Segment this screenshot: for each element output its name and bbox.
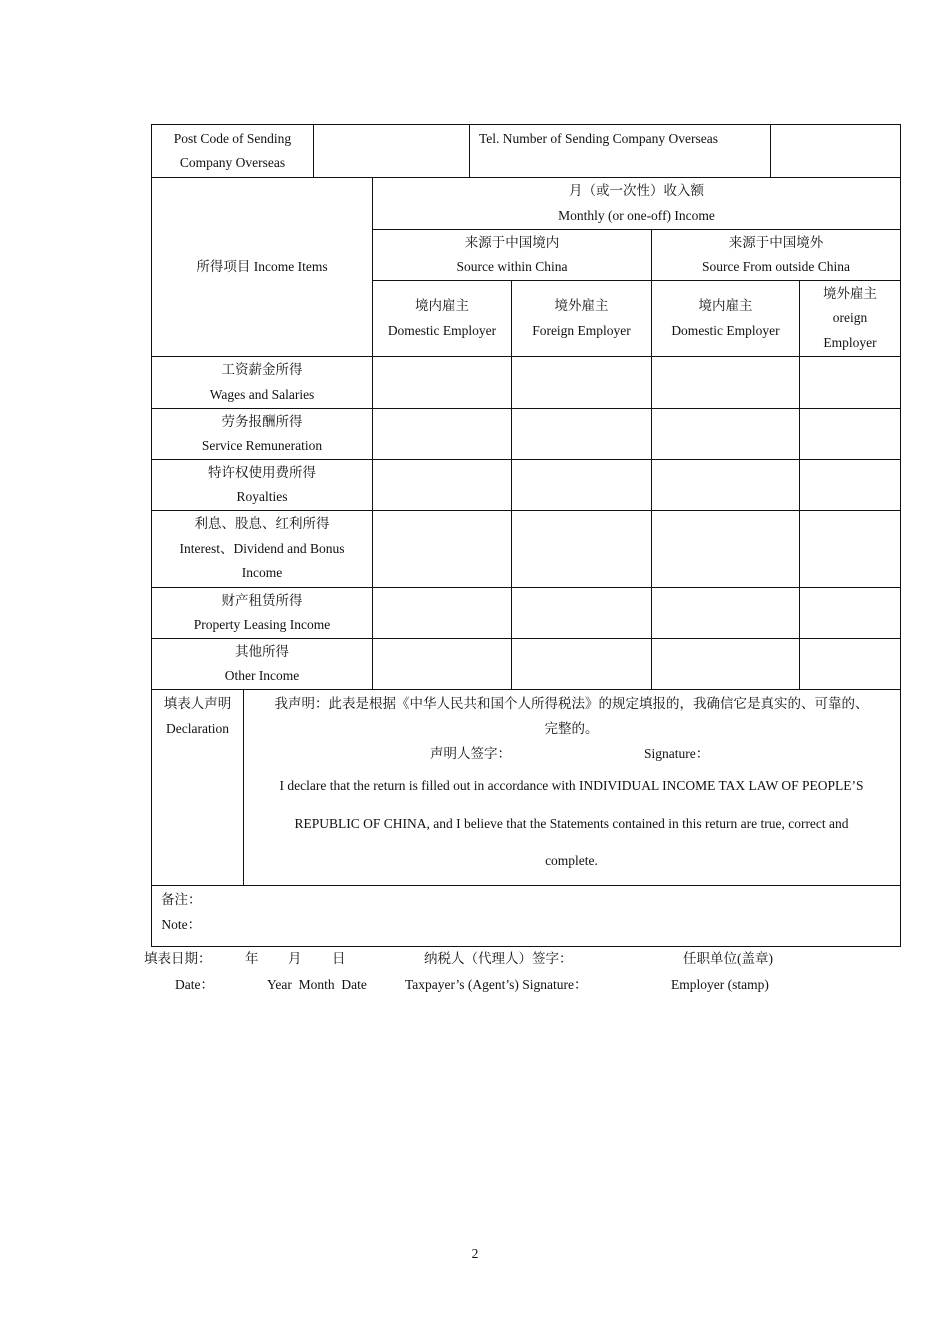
tel-number-label: Tel. Number of Sending Company Overseas bbox=[469, 124, 770, 177]
foreign-employer-within-header: 境外雇主 Foreign Employer bbox=[511, 280, 651, 356]
fill-date-label-en: Date： bbox=[175, 977, 214, 992]
income-row-property-label: 财产租赁所得 Property Leasing Income bbox=[151, 587, 372, 638]
tel-number-field[interactable] bbox=[770, 124, 901, 177]
taxpayer-signature-label-cn: 纳税人（代理人）签字： bbox=[424, 951, 573, 966]
income-row-wages-label: 工资薪金所得 Wages and Salaries bbox=[151, 356, 372, 408]
footer-row-en bbox=[0, 973, 950, 997]
post-code-field[interactable] bbox=[313, 124, 469, 177]
interest-foreign-within-cell[interactable] bbox=[511, 510, 651, 587]
year-month-date-label-en: Year Month Date bbox=[267, 977, 367, 992]
service-foreign-within-cell[interactable] bbox=[511, 408, 651, 459]
note-label: 备注： Note： bbox=[161, 892, 202, 932]
interest-domestic-within-cell[interactable] bbox=[372, 510, 511, 587]
domestic-employer-outside-header: 境内雇主 Domestic Employer bbox=[651, 280, 799, 356]
employer-stamp-label-cn: 任职单位(盖章) bbox=[683, 951, 773, 966]
income-row-interest-label: 利息、股息、红利所得 Interest、Dividend and Bonus Income bbox=[151, 510, 372, 587]
source-within-china-header: 来源于中国境内 Source within China bbox=[372, 229, 651, 280]
royalties-foreign-within-cell[interactable] bbox=[511, 459, 651, 510]
other-foreign-outside-cell[interactable] bbox=[799, 638, 901, 689]
wages-foreign-outside-cell[interactable] bbox=[799, 356, 901, 408]
royalties-domestic-outside-cell[interactable] bbox=[651, 459, 799, 510]
income-row-service-label: 劳务报酬所得 Service Remuneration bbox=[151, 408, 372, 459]
fill-date-label-cn: 填表日期： bbox=[144, 951, 212, 966]
income-row-royalties-label: 特许权使用费所得 Royalties bbox=[151, 459, 372, 510]
service-domestic-within-cell[interactable] bbox=[372, 408, 511, 459]
signature-label-en[interactable]: Signature： bbox=[644, 746, 710, 761]
declaration-text-en: I declare that the return is filled out in accordance with INDIVIDUAL INCOME TAX LAW OF PEOPLE’S REPUBLIC OF CHINA, and I believe that the Statements contained in this return are true, correct and complete. bbox=[279, 778, 864, 868]
monthly-income-header: 月（或一次性）收入额 Monthly (or one-off) Income bbox=[372, 177, 901, 229]
service-foreign-outside-cell[interactable] bbox=[799, 408, 901, 459]
interest-foreign-outside-cell[interactable] bbox=[799, 510, 901, 587]
other-domestic-within-cell[interactable] bbox=[372, 638, 511, 689]
day-label-cn: 日 bbox=[332, 951, 346, 966]
declaration-label: 填表人声明 Declaration bbox=[151, 689, 243, 885]
property-foreign-within-cell[interactable] bbox=[511, 587, 651, 638]
signer-label-cn: 声明人签字： bbox=[430, 746, 511, 761]
interest-domestic-outside-cell[interactable] bbox=[651, 510, 799, 587]
wages-domestic-outside-cell[interactable] bbox=[651, 356, 799, 408]
footer-row-cn bbox=[0, 947, 950, 971]
post-code-label: Post Code of Sending Company Overseas bbox=[151, 124, 313, 177]
property-domestic-within-cell[interactable] bbox=[372, 587, 511, 638]
property-domestic-outside-cell[interactable] bbox=[651, 587, 799, 638]
year-label-cn: 年 bbox=[245, 951, 259, 966]
income-row-other-label: 其他所得 Other Income bbox=[151, 638, 372, 689]
wages-foreign-within-cell[interactable] bbox=[511, 356, 651, 408]
wages-domestic-within-cell[interactable] bbox=[372, 356, 511, 408]
domestic-employer-within-header: 境内雇主 Domestic Employer bbox=[372, 280, 511, 356]
other-domestic-outside-cell[interactable] bbox=[651, 638, 799, 689]
declaration-text-cn: 我声明：此表是根据《中华人民共和国个人所得税法》的规定填报的，我确信它是真实的、可靠的、 完整的。 bbox=[274, 696, 869, 736]
foreign-employer-outside-header: 境外雇主 oreign Employer bbox=[799, 280, 901, 356]
employer-stamp-label-en: Employer (stamp) bbox=[671, 977, 769, 992]
income-items-header: 所得项目 Income Items bbox=[151, 177, 372, 356]
month-label-cn: 月 bbox=[288, 951, 302, 966]
page-number: 2 bbox=[471, 1246, 479, 1261]
service-domestic-outside-cell[interactable] bbox=[651, 408, 799, 459]
declaration-body bbox=[243, 689, 901, 885]
royalties-foreign-outside-cell[interactable] bbox=[799, 459, 901, 510]
other-foreign-within-cell[interactable] bbox=[511, 638, 651, 689]
royalties-domestic-within-cell[interactable] bbox=[372, 459, 511, 510]
source-outside-china-header: 来源于中国境外 Source From outside China bbox=[651, 229, 901, 280]
taxpayer-signature-label-en: Taxpayer’s (Agent’s) Signature： bbox=[405, 977, 588, 992]
note-box[interactable] bbox=[151, 885, 901, 947]
property-foreign-outside-cell[interactable] bbox=[799, 587, 901, 638]
